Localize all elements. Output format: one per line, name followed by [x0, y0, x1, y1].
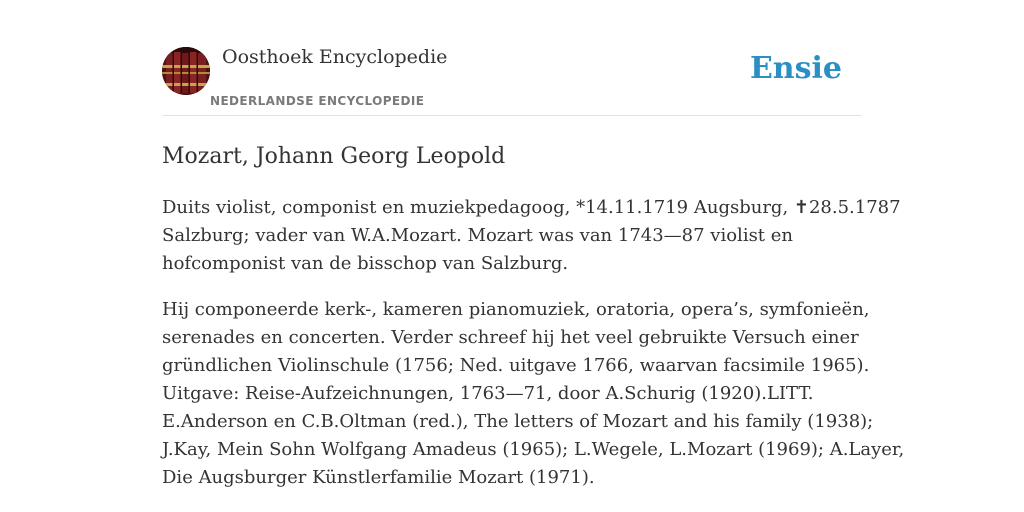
brand-logo[interactable]: Ensie — [749, 51, 842, 86]
paragraph-line: hofcomponist van de bisschop van Salzburg. — [162, 253, 569, 274]
page-title: Mozart, Johann Georg Leopold — [162, 144, 506, 169]
source-subtitle: NEDERLANDSE ENCYCLOPEDIE — [210, 94, 425, 108]
books-icon — [162, 47, 210, 95]
article-card — [162, 44, 905, 492]
paragraph-line: Uitgave: Reise-Aufzeichnungen, 1763—71, door A.Schurig (1920).LITT. — [162, 383, 814, 404]
paragraph-line: J.Kay, Mein Sohn Wolfgang Amadeus (1965); L.Wegele, L.Mozart (1969); A.Layer, — [162, 439, 905, 460]
article-paragraph-2 — [162, 296, 905, 492]
header — [162, 44, 862, 116]
paragraph-line: Hij componeerde kerk-, kameren pianomuziek, oratoria, opera’s, symfonieën, — [162, 299, 870, 320]
paragraph-line: Salzburg; vader van W.A.Mozart. Mozart was van 1743—87 violist en — [162, 225, 794, 246]
paragraph-line: Duits violist, componist en muziekpedagoog, *14.11.1719 Augsburg, ✝28.5.1787 — [162, 197, 901, 218]
article-paragraph-1 — [162, 194, 901, 278]
paragraph-line: E.Anderson en C.B.Oltman (red.), The letters of Mozart and his family (1938); — [162, 411, 874, 432]
paragraph-line: serenades en concerten. Verder schreef hij het veel gebruikte Versuch einer — [162, 327, 859, 348]
paragraph-line: Die Augsburger Künstlerfamilie Mozart (1971). — [162, 467, 595, 488]
avatar[interactable] — [162, 47, 210, 95]
source-name[interactable]: Oosthoek Encyclopedie — [222, 46, 448, 68]
paragraph-line: gründlichen Violinschule (1756; Ned. uitgave 1766, waarvan facsimile 1965). — [162, 355, 870, 376]
